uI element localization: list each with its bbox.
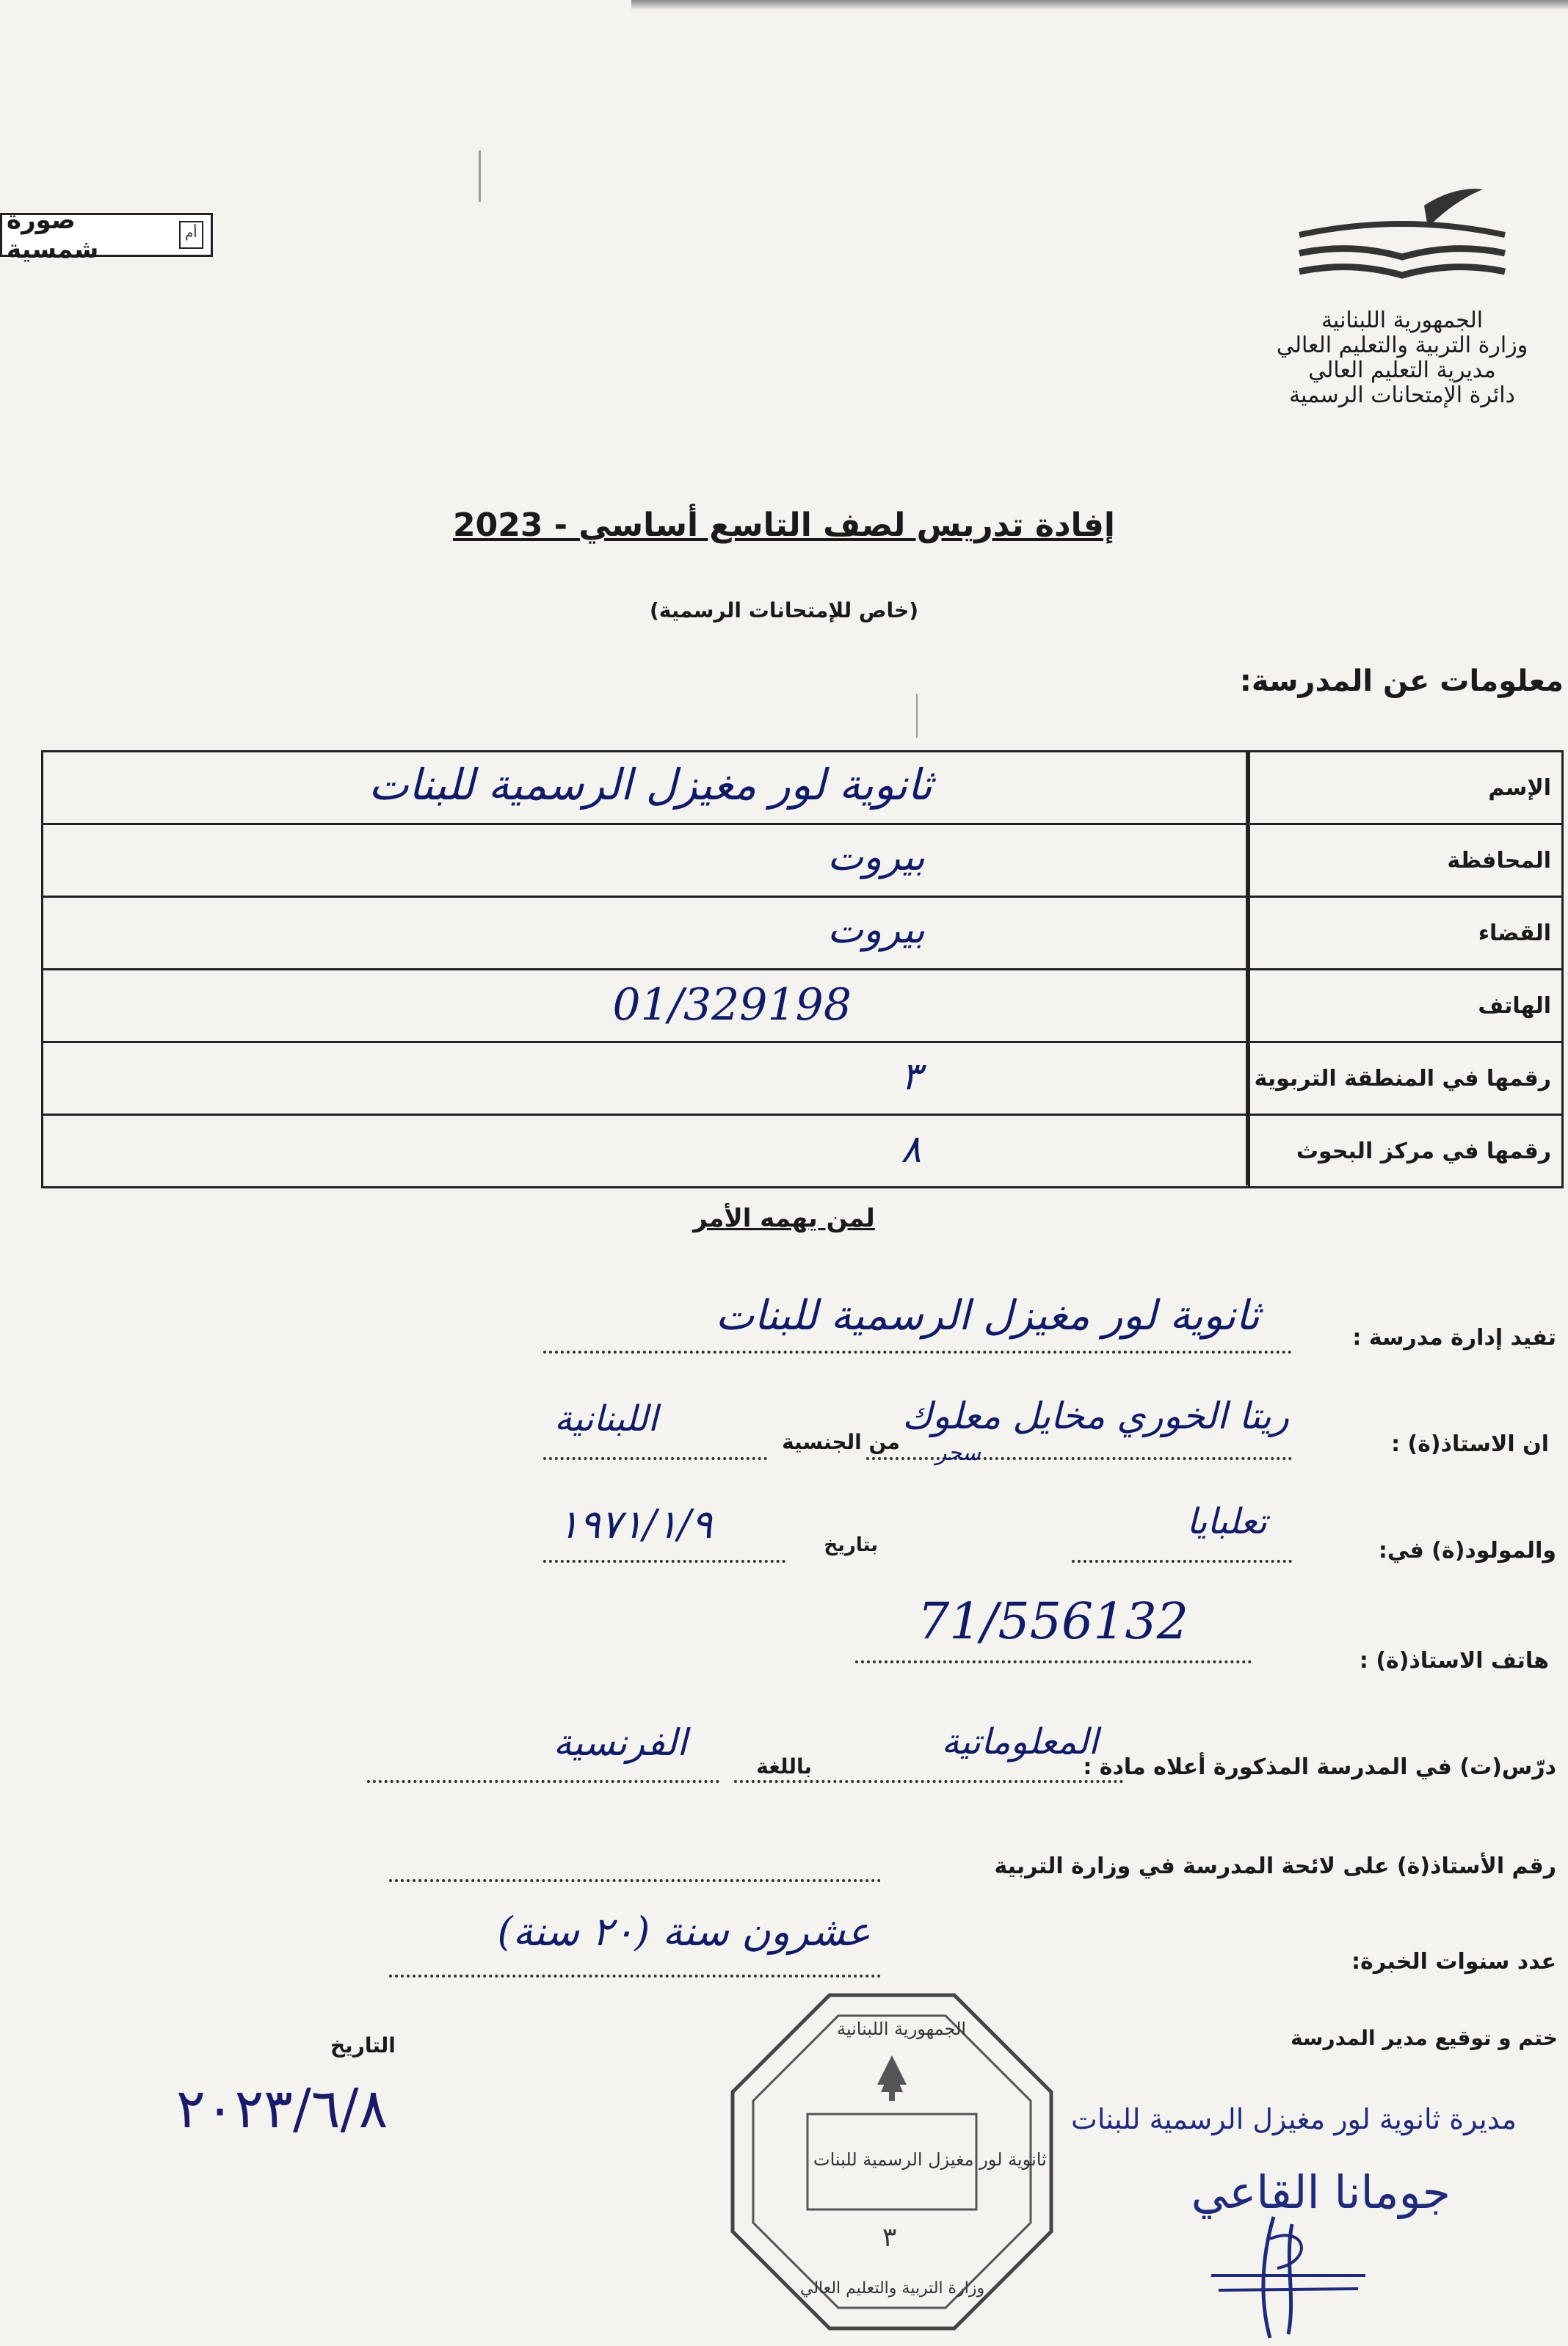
photo-box: [0, 206, 213, 264]
ministry-header: [1241, 308, 1564, 408]
dotted-line: [389, 1879, 881, 1882]
district-value: بيروت: [827, 908, 925, 952]
stamp-bottom-text: وزارة التربية والتعليم العالي: [800, 2279, 985, 2298]
stamp-number: ٣: [882, 2223, 897, 2253]
taught-subject-value: المعلوماتية: [941, 1721, 1098, 1762]
taught-label: درّس(ت) في المدرسة المذكورة أعلاه مادة :: [1083, 1754, 1556, 1780]
document-title-text: إفادة تدريس لصف التاسع أساسي - 2023: [453, 506, 1115, 544]
date-value: ٢٠٢٣/٦/٨: [176, 2077, 388, 2140]
document-title: [0, 506, 1568, 544]
teacher-name-correction: سحر: [935, 1440, 981, 1466]
to-whom-text: لمن يهمه الأمر: [693, 1204, 875, 1233]
teacher-phone-value: 71/556132: [918, 1593, 1189, 1651]
school-admin-value: ثانوية لور مغيزل الرسمية للبنات: [715, 1292, 1260, 1340]
scan-line: [479, 150, 481, 202]
dotted-line: [855, 1660, 1252, 1663]
row-value-cell: [43, 970, 1249, 1042]
row-label: القضاء: [1249, 897, 1563, 970]
ministry-line: الجمهورية اللبنانية: [1321, 308, 1484, 333]
row-value-cell: [43, 1115, 1249, 1188]
scan-line: [916, 694, 918, 738]
dotted-line: [543, 1560, 785, 1563]
dotted-line: [543, 1351, 1292, 1354]
dotted-line: [1072, 1560, 1292, 1563]
dotted-line: [543, 1457, 767, 1460]
school-admin-label: تفيد إدارة مدرسة :: [1352, 1325, 1556, 1351]
row-label: رقمها في المنطقة التربوية: [1249, 1042, 1563, 1115]
row-label: الإسم: [1249, 752, 1563, 824]
director-name: جومانا القاعي: [1191, 2165, 1451, 2219]
row-value-cell: [43, 752, 1249, 824]
date-label: التاريخ: [330, 2033, 396, 2058]
signature-icon: [1204, 2209, 1373, 2342]
born-date-label: بتاريخ: [824, 1534, 878, 1556]
born-in-value: تعلبايا: [1186, 1501, 1267, 1542]
dotted-line: [367, 1780, 719, 1783]
ministry-line: وزارة التربية والتعليم العالي: [1276, 333, 1528, 358]
table-row: [43, 1042, 1563, 1115]
dotted-line: [389, 1975, 881, 1978]
teacher-label: ان الاستاذ(ة) :: [1391, 1431, 1549, 1457]
photo-box-mark: أم: [179, 221, 203, 249]
table-row: [43, 897, 1563, 970]
dotted-line: [734, 1780, 1123, 1783]
photo-box-label: صورة شمسية: [7, 206, 99, 264]
school-info-heading: معلومات عن المدرسة:: [1239, 664, 1564, 698]
school-info-table: [41, 750, 1564, 1188]
language-value: الفرنسية: [553, 1721, 687, 1764]
row-value-cell: [43, 1042, 1249, 1115]
stamp-top-text: الجمهورية اللبنانية: [837, 2019, 967, 2039]
to-whom-heading: [0, 1204, 1568, 1233]
born-date-value: ١٩٧١/١/٩: [558, 1501, 713, 1547]
dotted-line: [866, 1457, 1292, 1460]
table-inner-divider: [1246, 752, 1248, 1185]
phone-value: 01/329198: [612, 979, 852, 1031]
language-label: باللغة: [756, 1754, 812, 1779]
official-stamp: [727, 1989, 1057, 2334]
educational-zone-number: ٣: [901, 1055, 921, 1099]
born-in-label: والمولود(ة) في:: [1378, 1538, 1556, 1564]
row-label: المحافظة: [1249, 824, 1563, 897]
governorate-value: بيروت: [827, 835, 925, 879]
teacher-name-value: ريتا الخوري مخايل معلوك: [901, 1395, 1289, 1437]
table-row: [43, 1115, 1563, 1188]
document-subtitle: (خاص للإمتحانات الرسمية): [649, 598, 919, 622]
research-center-number: ٨: [901, 1127, 921, 1172]
stamp-sign-label: ختم و توقيع مدير المدرسة: [1290, 2026, 1558, 2050]
row-label: الهاتف: [1249, 970, 1563, 1042]
experience-value: عشرون سنة (٢٠ سنة): [497, 1909, 871, 1955]
ministry-line: مديرية التعليم العالي: [1308, 357, 1496, 383]
experience-label: عدد سنوات الخبرة:: [1351, 1949, 1556, 1975]
table-row: [43, 752, 1563, 824]
nationality-value: اللبنانية: [553, 1398, 658, 1439]
ministry-number-label: رقم الأستاذ(ة) على لائحة المدرسة في وزارة التربية: [994, 1853, 1556, 1879]
stamp-center-text: ثانوية لور مغيزل الرسمية للبنات: [813, 2149, 1047, 2170]
ministry-line: دائرة الإمتحانات الرسمية: [1289, 382, 1515, 408]
ministry-logo-icon: [1285, 184, 1520, 301]
school-name-value: ثانوية لور مغيزل الرسمية للبنات: [369, 760, 932, 810]
director-title: مديرة ثانوية لور مغيزل الرسمية للبنات: [1071, 2103, 1517, 2135]
table-row: [43, 970, 1563, 1042]
nationality-label: من الجنسية: [782, 1430, 900, 1454]
scan-edge: [631, 0, 1568, 10]
row-value-cell: [43, 897, 1249, 970]
row-value-cell: [43, 824, 1249, 897]
teacher-phone-label: هاتف الاستاذ(ة) :: [1359, 1648, 1549, 1674]
row-label: رقمها في مركز البحوث: [1249, 1115, 1563, 1188]
table-row: [43, 824, 1563, 897]
